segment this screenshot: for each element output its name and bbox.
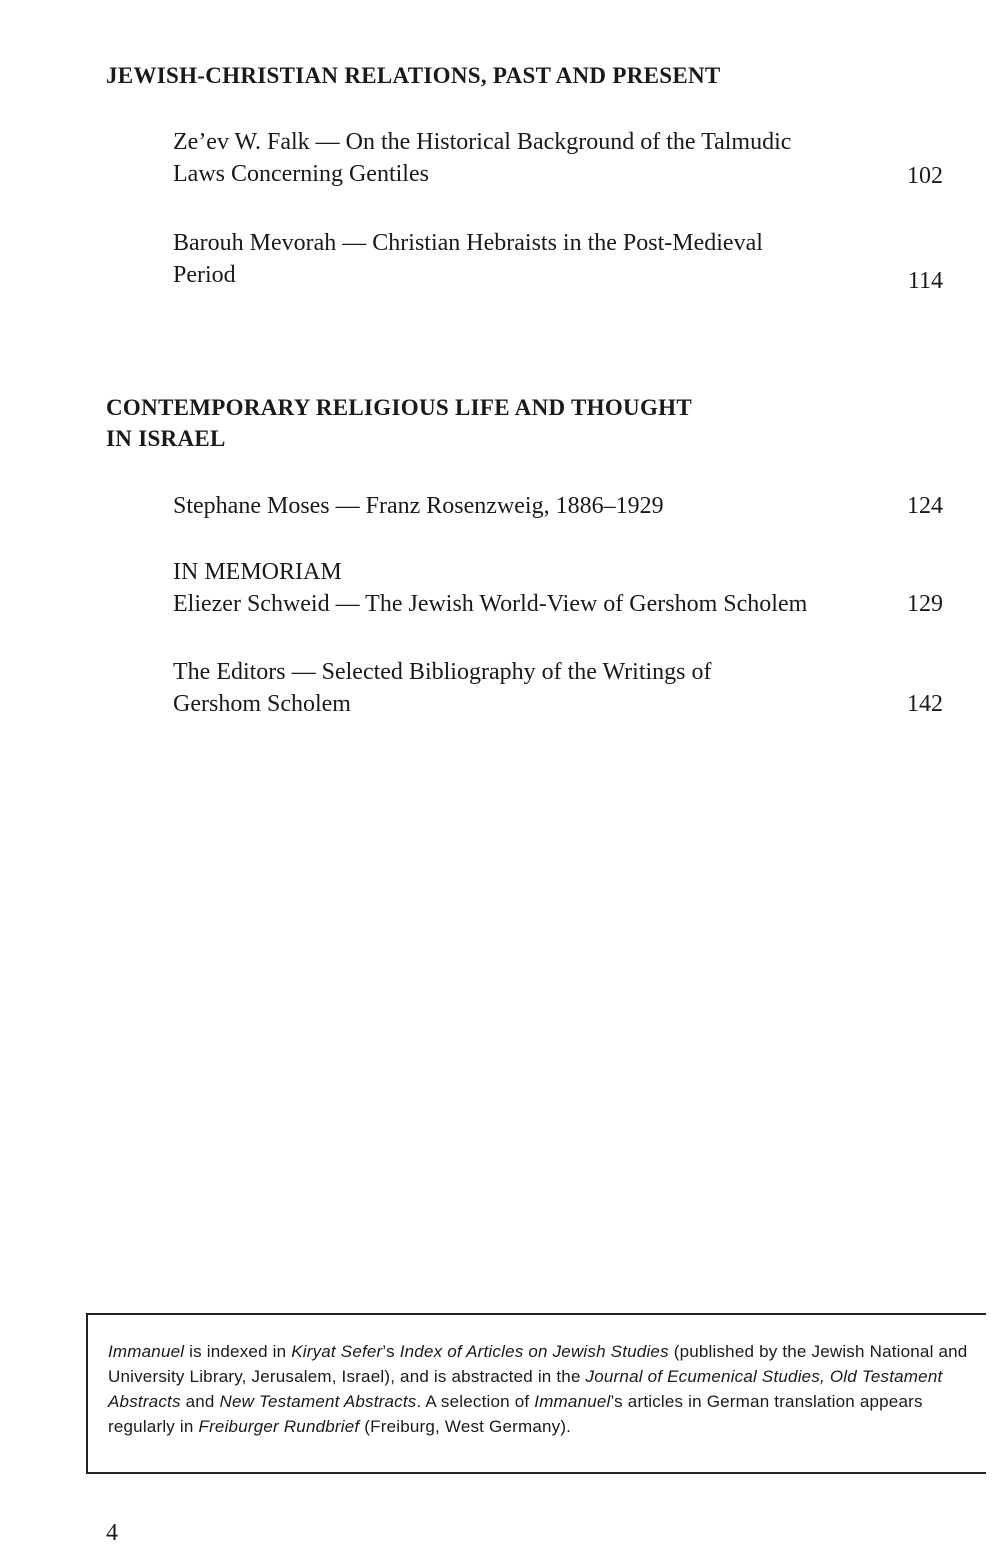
toc-entry-falk[interactable] [173, 126, 973, 190]
publication-name: Kiryat Sefer [291, 1342, 383, 1361]
notice-text-run: ’s [382, 1342, 400, 1361]
publication-name: Index of Articles on Jewish Studies [399, 1342, 669, 1361]
publication-name: Freiburger Rundbrief [198, 1417, 360, 1436]
section-heading-contemporary-religious-life [106, 392, 692, 454]
notice-text-run: (Freiburg, West Germany). [359, 1417, 572, 1436]
notice-text-run: (published by the Jewish National and University Library, Jerusalem, Israel), and is abstracted in the [108, 1342, 968, 1386]
section-heading-line: CONTEMPORARY RELIGIOUS LIFE AND THOUGHT [106, 395, 692, 420]
entry-title-line: Period [173, 262, 236, 288]
toc-entry-schweid[interactable] [173, 556, 973, 620]
toc-entry-moses[interactable] [173, 490, 973, 522]
entry-title-line: Eliezer Schweid — The Jewish World-View of Gershom Scholem [173, 591, 808, 617]
entry-page-number: 102 [907, 163, 943, 189]
entry-title-line: Barouh Mevorah — Christian Hebraists in the Post-Medieval [173, 230, 763, 256]
notice-text-run: ’s articles in German translation appears regularly in [108, 1392, 923, 1436]
indexing-notice-box [86, 1313, 986, 1474]
entry-title-line: Laws Concerning Gentiles [173, 161, 429, 187]
indexing-notice-text [108, 1339, 968, 1439]
entry-title-line: Ze’ev W. Falk — On the Historical Background of the Talmudic [173, 129, 792, 155]
publication-name: Journal of Ecumenical Studies, Old Testament Abstracts [108, 1367, 943, 1411]
toc-entry-editors[interactable] [173, 656, 973, 720]
entry-title-line: The Editors — Selected Bibliography of the Writings of [173, 659, 712, 685]
entry-page-number: 114 [907, 268, 943, 294]
entry-title-line: Stephane Moses — Franz Rosenzweig, 1886–1929 [173, 493, 664, 519]
section-heading-line: IN ISRAEL [106, 426, 226, 451]
notice-text-run: and [180, 1392, 220, 1411]
section-heading-jewish-christian-relations: JEWISH-CHRISTIAN RELATIONS, PAST AND PRESENT [106, 63, 721, 88]
journal-name: Immanuel [108, 1342, 185, 1361]
journal-name: Immanuel [534, 1392, 611, 1411]
notice-text-run: . A selection of [416, 1392, 535, 1411]
entry-page-number: 142 [907, 691, 943, 717]
entry-page-number: 124 [907, 493, 943, 519]
page-number: 4 [106, 1520, 118, 1546]
publication-name: New Testament Abstracts [219, 1392, 417, 1411]
toc-entry-mevorah[interactable] [173, 227, 973, 294]
notice-text-run: is indexed in [184, 1342, 292, 1361]
in-memoriam-label: IN MEMORIAM [173, 559, 342, 585]
entry-title-line: Gershom Scholem [173, 691, 351, 717]
entry-page-number: 129 [907, 591, 943, 617]
